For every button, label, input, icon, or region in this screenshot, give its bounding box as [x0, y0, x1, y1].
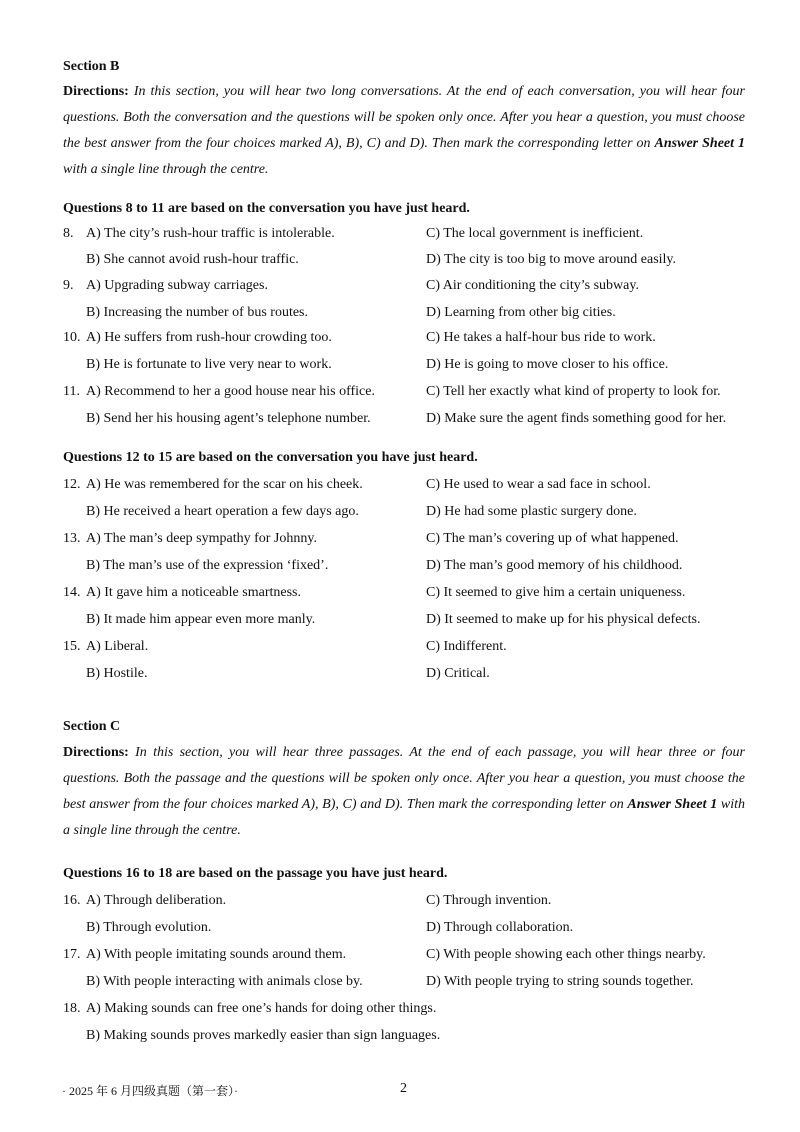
- q8-option-d: D) The city is too big to move around easily.: [426, 252, 677, 267]
- q14-option-c: C) It seemed to give him a certain uniqueness.: [426, 585, 686, 600]
- q8-option-a: 8. A) The city’s rush-hour traffic is intolerable.: [63, 226, 335, 241]
- exam-footer-label: · 2025 年 6 月四级真题（第一套）·: [62, 1084, 238, 1098]
- section-c-title: Section C: [63, 719, 121, 734]
- q10-number: 10.: [63, 330, 81, 345]
- q12-option-c: C) He used to wear a sad face in school.: [426, 477, 651, 492]
- q13-option-a: 13. A) The man’s deep sympathy for Johnny.: [63, 531, 317, 546]
- q13-option-d: D) The man’s good memory of his childhood.: [426, 558, 683, 573]
- q11-option-c: C) Tell her exactly what kind of property to look for.: [426, 384, 721, 399]
- q17-number: 17.: [63, 947, 81, 962]
- directions-text: In this section, you will hear two long conversations. At the end of each conversation, you will hear four questions. Both the conversation and the questions will be spoken only once. After you hear a question, you must choose the best answer from the four choices marked A), B), C) and D). Then mark the corresponding letter on: [63, 84, 746, 151]
- q9-number: 9.: [63, 278, 74, 293]
- section-b-directions: [63, 79, 745, 183]
- directions-tail: with a single line through the centre.: [63, 797, 745, 838]
- q10-option-b: B) He is fortunate to live very near to work.: [86, 357, 332, 372]
- q8-option-b: B) She cannot avoid rush-hour traffic.: [86, 252, 299, 267]
- q12-option-b: B) He received a heart operation a few days ago.: [86, 504, 359, 519]
- q10-option-a: 10. A) He suffers from rush-hour crowding too.: [63, 330, 332, 345]
- q14-number: 14.: [63, 585, 81, 600]
- q12-option-a: 12. A) He was remembered for the scar on his cheek.: [63, 477, 363, 492]
- q9-option-b: B) Increasing the number of bus routes.: [86, 305, 308, 320]
- q18-number: 18.: [63, 1001, 81, 1016]
- questions-16-18-heading: Questions 16 to 18 are based on the passage you have just heard.: [63, 866, 448, 881]
- q15-number: 15.: [63, 639, 81, 654]
- q14-option-b: B) It made him appear even more manly.: [86, 612, 316, 627]
- q9-option-c: C) Air conditioning the city’s subway.: [426, 278, 639, 293]
- q17-option-c: C) With people showing each other things nearby.: [426, 947, 706, 962]
- directions-tail: with a single line through the centre.: [63, 162, 269, 177]
- q17-option-d: D) With people trying to string sounds together.: [426, 974, 694, 989]
- answer-sheet-ref: Answer Sheet 1: [627, 797, 718, 812]
- directions-text: In this section, you will hear three passages. At the end of each passage, you will hear three or four questions. Both the passage and the questions will be spoken only once. After you hear a question, you must choose the best answer from the four choices marked A), B), C) and D). Then mark the corresponding letter on: [63, 745, 745, 812]
- q15-option-d: D) Critical.: [426, 666, 490, 681]
- q16-option-a: 16. A) Through deliberation.: [63, 893, 227, 908]
- q8-number: 8.: [63, 226, 74, 241]
- q11-number: 11.: [63, 384, 80, 399]
- q16-option-b: B) Through evolution.: [86, 920, 212, 935]
- q11-option-d: D) Make sure the agent finds something good for her.: [426, 411, 727, 426]
- section-b-title: Section B: [63, 59, 120, 74]
- section-c-directions: [63, 740, 745, 844]
- q16-option-c: C) Through invention.: [426, 893, 552, 908]
- q10-option-d: D) He is going to move closer to his office.: [426, 357, 669, 372]
- q15-option-b: B) Hostile.: [86, 666, 148, 681]
- q11-option-a: 11. A) Recommend to her a good house near his office.: [63, 384, 375, 399]
- q18-option-b: B) Making sounds proves markedly easier than sign languages.: [86, 1028, 441, 1043]
- q17-option-b: B) With people interacting with animals close by.: [86, 974, 363, 989]
- q12-option-d: D) He had some plastic surgery done.: [426, 504, 637, 519]
- q10-option-c: C) He takes a half-hour bus ride to work.: [426, 330, 656, 345]
- q11-option-b: B) Send her his housing agent’s telephone number.: [86, 411, 371, 426]
- q16-option-d: D) Through collaboration.: [426, 920, 574, 935]
- page-number: 2: [400, 1081, 407, 1096]
- q16-number: 16.: [63, 893, 81, 908]
- answer-sheet-ref: Answer Sheet 1: [654, 136, 746, 151]
- questions-12-15-heading: Questions 12 to 15 are based on the conversation you have just heard.: [63, 450, 478, 465]
- q13-option-b: B) The man’s use of the expression ‘fixed’.: [86, 558, 329, 573]
- q18-option-a: 18. A) Making sounds can free one’s hands for doing other things.: [63, 1001, 437, 1016]
- q13-number: 13.: [63, 531, 81, 546]
- questions-8-11-heading: Questions 8 to 11 are based on the conversation you have just heard.: [63, 201, 470, 216]
- q14-option-a: 14. A) It gave him a noticeable smartness.: [63, 585, 301, 600]
- q17-option-a: 17. A) With people imitating sounds around them.: [63, 947, 347, 962]
- q9-option-d: D) Learning from other big cities.: [426, 305, 616, 320]
- directions-label: Directions:: [63, 84, 129, 99]
- q8-option-c: C) The local government is inefficient.: [426, 226, 644, 241]
- q12-number: 12.: [63, 477, 81, 492]
- q14-option-d: D) It seemed to make up for his physical defects.: [426, 612, 701, 627]
- q13-option-c: C) The man’s covering up of what happened.: [426, 531, 679, 546]
- q9-option-a: 9. A) Upgrading subway carriages.: [63, 278, 268, 293]
- q15-option-a: 15. A) Liberal.: [63, 639, 149, 654]
- q15-option-c: C) Indifferent.: [426, 639, 507, 654]
- directions-label: Directions:: [63, 745, 129, 760]
